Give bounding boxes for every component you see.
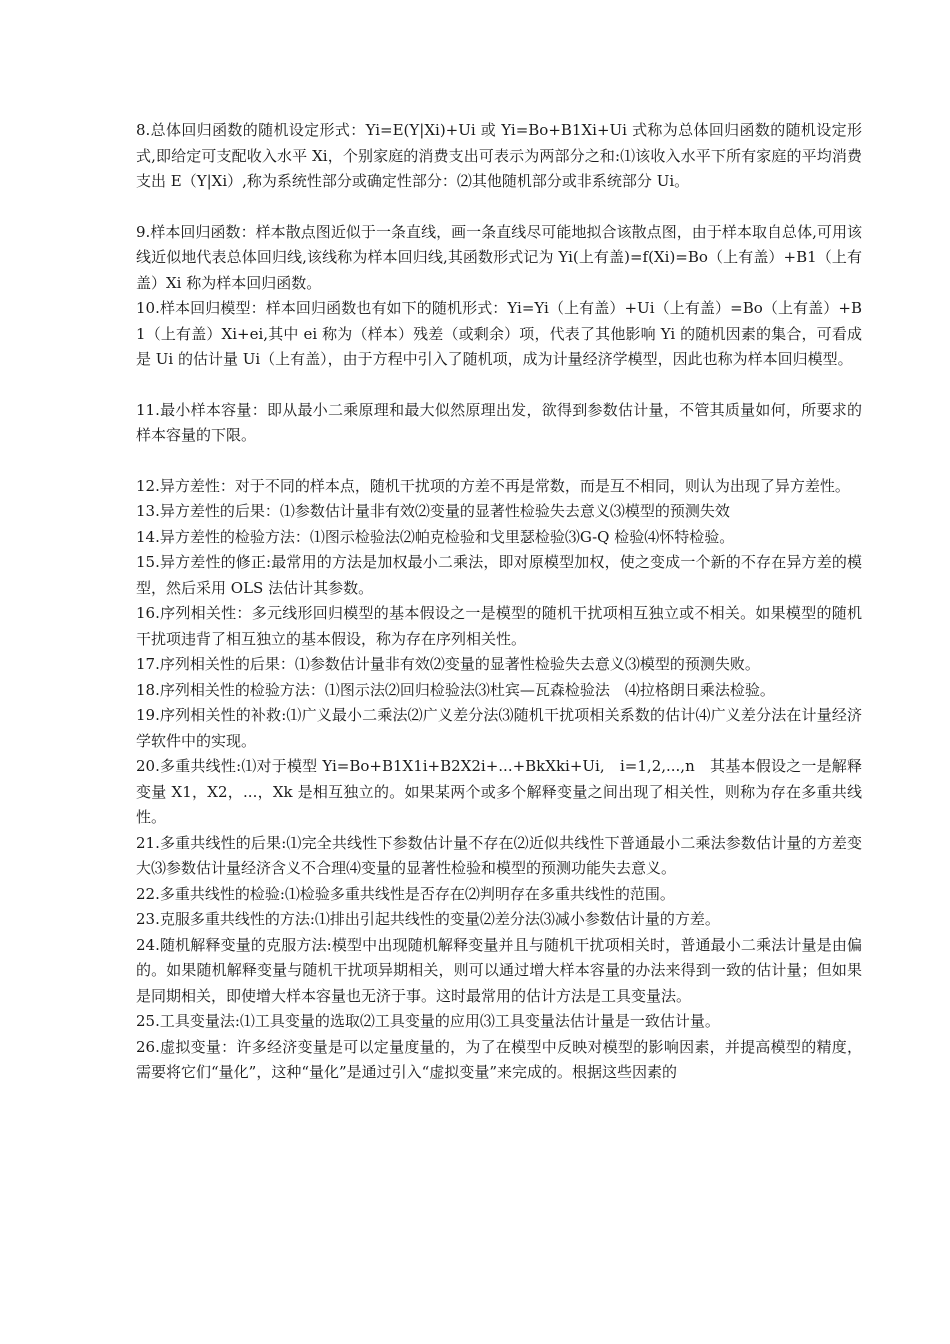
paragraph-25: 25.工具变量法:⑴工具变量的选取⑵工具变量的应用⑶工具变量法估计量是一致估计量。	[136, 1012, 720, 1030]
paragraph-23: 23.克服多重共线性的方法:⑴排出引起共线性的变量⑵差分法⑶减小参数估计量的方差。	[136, 910, 720, 928]
document-body	[136, 118, 862, 1086]
paragraph-gap	[136, 449, 862, 474]
paragraph-16: 16.序列相关性：多元线形回归模型的基本假设之一是模型的随机干扰项相互独立或不相关。如果模型的随机干扰项违背了相互独立的基本假设，称为存在序列相关性。	[136, 604, 862, 648]
paragraph-13: 13.异方差性的后果：⑴参数估计量非有效⑵变量的显著性检验失去意义⑶模型的预测失效	[136, 502, 730, 520]
paragraph-14: 14.异方差性的检验方法：⑴图示检验法⑵帕克检验和戈里瑟检验⑶G-Q 检验⑷怀特检验。	[136, 527, 735, 546]
paragraph-22: 22.多重共线性的检验:⑴检验多重共线性是否存在⑵判明存在多重共线性的范围。	[136, 884, 675, 903]
paragraph-gap	[136, 195, 862, 220]
paragraph-gap	[136, 373, 862, 398]
paragraph-11: 11.最小样本容量：即从最小二乘原理和最大似然原理出发，欲得到参数估计量，不管其质量如何，所要求的样本容量的下限。	[136, 400, 862, 444]
paragraph-19: 19.序列相关性的补救:⑴广义最小二乘法⑵广义差分法⑶随机干扰项相关系数的估计⑷广义差分法在计量经济学软件中的实现。	[136, 706, 862, 750]
paragraph-24: 24.随机解释变量的克服方法:模型中出现随机解释变量并且与随机干扰项相关时，普通最小二乘法计量是由偏的。如果随机解释变量与随机干扰项异期相关，则可以通过增大样本容量的办法来得到一致的估计量；但如果是同期相关，即使增大样本容量也无济于事。这时最常用的估计方法是工具变量法。	[136, 935, 862, 1005]
paragraph-21: 21.多重共线性的后果:⑴完全共线性下参数估计量不存在⑵近似共线性下普通最小二乘法参数估计量的方差变大⑶参数估计量经济含义不合理⑷变量的显著性检验和模型的预测功能失去意义。	[136, 833, 862, 877]
paragraph-8: 8.总体回归函数的随机设定形式：Yi=E(Y|Xi)+Ui 或 Yi=Bo+B1Xi+Ui 式称为总体回归函数的随机设定形式,即给定可支配收入水平 Xi，个别家庭的消费支出可表示为两部分之和:⑴该收入水平下所有家庭的平均消费支出 E（Y|Xi）,称为系统性部分或确定性部分：⑵其他随机部分或非系统部分 Ui。	[136, 121, 862, 190]
paragraph-12: 12.异方差性：对于不同的样本点，随机干扰项的方差不再是常数，而是互不相同，则认为出现了异方差性。	[136, 476, 850, 495]
paragraph-15: 15.异方差性的修正:最常用的方法是加权最小二乘法，即对原模型加权，使之变成一个新的不存在异方差的模型，然后采用 OLS 法估计其参数。	[136, 553, 862, 597]
paragraph-9: 9.样本回归函数：样本散点图近似于一条直线，画一条直线尽可能地拟合该散点图，由于样本取自总体,可用该线近似地代表总体回归线,该线称为样本回归线,其函数形式记为 Yi(上有盖)=f(Xi)=Bo（上有盖）+B1（上有盖）Xi 称为样本回归函数。	[136, 222, 862, 292]
paragraph-18: 18.序列相关性的检验方法：⑴图示法⑵回归检验法⑶杜宾—瓦森检验法 ⑷拉格朗日乘法检验。	[136, 680, 775, 699]
paragraph-26: 26.虚拟变量：许多经济变量是可以定量度量的，为了在模型中反映对模型的影响因素，并提高模型的精度，需要将它们“量化”，这种“量化”是通过引入“虚拟变量”来完成的。根据这些因素的	[136, 1037, 862, 1081]
paragraph-10: 10.样本回归模型：样本回归函数也有如下的随机形式：Yi=Yi（上有盖）+Ui（上有盖）=Bo（上有盖）+B1（上有盖）Xi+ei,其中 ei 称为（样本）残差（或剩余）项，代表了其他影响 Yi 的随机因素的集合，可看成是 Ui 的估计量 Ui（上有盖），由于方程中引入了随机项，成为计量经济学模型，因此也称为样本回归模型。	[136, 299, 862, 368]
paragraph-17: 17.序列相关性的后果：⑴参数估计量非有效⑵变量的显著性检验失去意义⑶模型的预测失败。	[136, 655, 760, 673]
paragraph-20: 20.多重共线性:⑴对于模型 Yi=Bo+B1X1i+B2X2i+...+BkXki+Ui, i=1,2,...,n 其基本假设之一是解释变量 X1，X2，...，Xk 是相互独立的。如果某两个或多个解释变量之间出现了相关性，则称为存在多重共线性。	[136, 757, 862, 826]
